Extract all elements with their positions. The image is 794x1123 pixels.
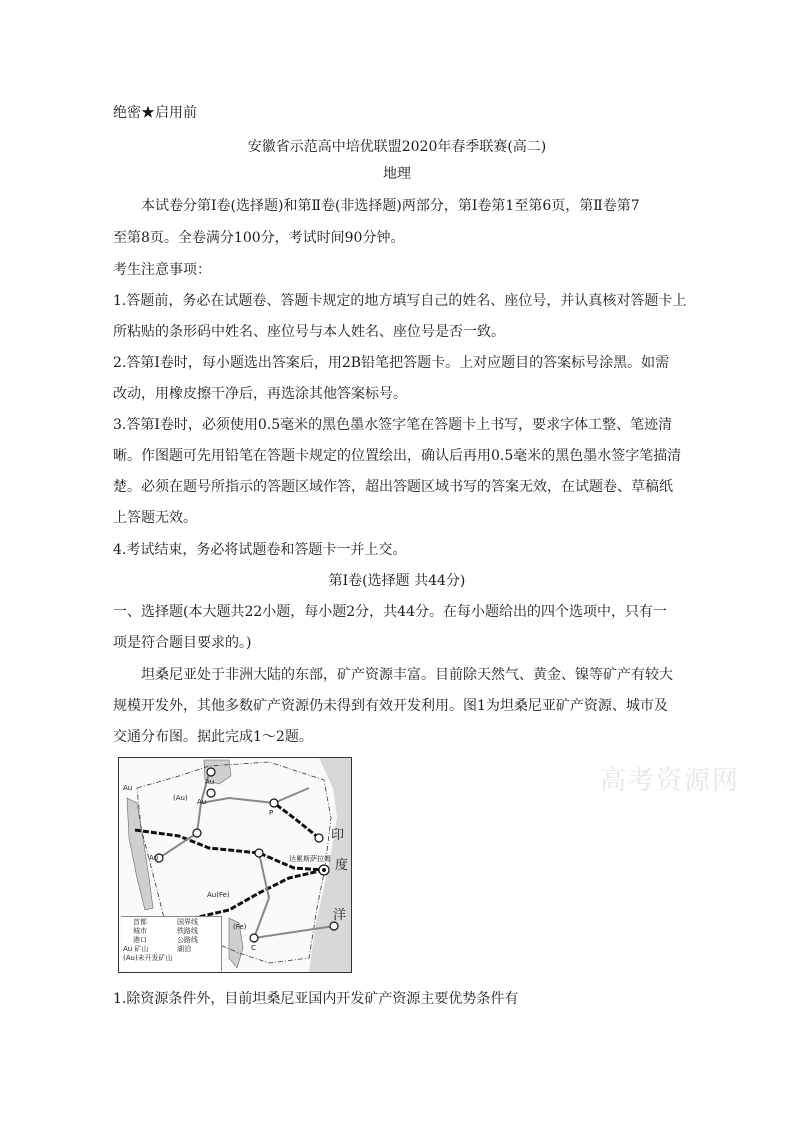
notice-heading: 考生注意事项：	[113, 262, 211, 278]
exam-title: 安徽省示范高中培优联盟2020年春季联赛(高二)	[247, 139, 547, 155]
notice-item-2a: 2.答第Ⅰ卷时，每小题选出答案后，用2B铅笔把答题卡。上对应题目的答案标号涂黑。如需	[113, 355, 670, 371]
legend-highway: 公路线	[177, 936, 198, 944]
question-1: 1.除资源条件外，目前坦桑尼亚国内开发矿产资源主要优势条件有	[113, 991, 519, 1007]
legend-railway: 铁路线	[177, 927, 198, 935]
notice-item-3b: 晰。作图题可先用铅笔在答题卡规定的位置绘出，确认后再用0.5毫米的黑色墨水签字笔描清	[113, 448, 682, 464]
mine-label: C	[251, 944, 256, 952]
notice-item-1b: 所粘贴的条形码中姓名、座位号与本人姓名、座位号是否一致。	[113, 324, 505, 340]
legend-border: 国界线	[177, 918, 198, 926]
mine-label: P	[269, 809, 274, 817]
legend-mine: Au 矿山	[123, 945, 149, 953]
ocean-label-2: 度	[335, 858, 349, 873]
mine-label: Au(Fe)	[207, 891, 230, 899]
mine-label: Au	[197, 798, 207, 806]
section-instructions-b: 项是符合题目要求的。)	[113, 635, 252, 651]
city-marker	[207, 768, 215, 776]
notice-item-3d: 上答题无效。	[113, 510, 197, 526]
notice-item-2b: 改动，用橡皮擦干净后，再选涂其他答案标号。	[113, 386, 407, 402]
mine-label: Au	[205, 778, 215, 786]
tanzania-map	[118, 757, 352, 973]
map-legend	[121, 916, 222, 971]
mine-label: Au	[123, 784, 133, 792]
city-marker	[193, 829, 201, 837]
notice-item-3a: 3.答第Ⅰ卷时，必须使用0.5毫米的黑色墨水签字笔在答题卡上书写，要求字体工整、笔迹清	[113, 417, 673, 433]
legend-capital: 首都	[133, 918, 147, 926]
passage-line-2: 规模开发外，其他多数矿产资源仍未得到有效开发利用。图1为坦桑尼亚矿产资源、城市及	[113, 698, 668, 714]
ocean-label-1: 印	[331, 828, 345, 843]
legend-city: 城市	[133, 927, 147, 935]
city-marker	[255, 849, 263, 857]
city-marker	[315, 834, 323, 842]
notice-item-1a: 1.答题前，务必在试题卷、答题卡规定的地方填写自己的姓名、座位号，并认真核对答题卡上	[113, 293, 687, 309]
legend-undeveloped-mine: (Au)未开发矿山	[123, 954, 173, 962]
city-marker	[250, 934, 258, 942]
mine-label: (Au)	[173, 794, 188, 802]
dar-es-salaam-label: 达累斯萨拉姆	[289, 855, 331, 863]
city-marker	[330, 922, 338, 930]
city-marker	[207, 789, 215, 797]
northern-railway	[274, 803, 319, 838]
highway-north	[201, 788, 309, 803]
notice-item-3c: 楚。必须在题号所指示的答题区域作答，超出答题区域书写的答案无效，在试题卷、草稿纸	[113, 479, 673, 495]
city-marker	[270, 799, 278, 807]
legend-lake: 湖泊	[177, 945, 191, 953]
port-marker-dot	[322, 868, 326, 872]
watermark: 高考资源网	[600, 766, 741, 796]
confidential-mark: 绝密★启用前	[113, 105, 197, 121]
intro-line-2: 至第8页。全卷满分100分，考试时间90分钟。	[113, 230, 405, 246]
intro-line-1: 本试卷分第Ⅰ卷(选择题)和第Ⅱ卷(非选择题)两部分，第Ⅰ卷第1至第6页，第Ⅱ卷第7	[141, 198, 640, 214]
legend-port: 港口	[133, 936, 147, 944]
central-railway	[135, 830, 324, 870]
mine-label: (Fe)	[233, 923, 247, 931]
passage-line-3: 交通分布图。据此完成1～2题。	[113, 729, 313, 745]
ocean-label-3: 洋	[333, 908, 347, 923]
section-instructions-a: 一、选择题(本大题共22小题，每小题2分，共44分。在每小题给出的四个选项中，只有一	[113, 604, 667, 620]
subject-title: 地理	[383, 166, 411, 182]
notice-item-4: 4.考试结束，务必将试题卷和答题卡一并上交。	[113, 542, 407, 558]
section-title: 第Ⅰ卷(选择题 共44分)	[328, 573, 466, 589]
passage-line-1: 坦桑尼亚处于非洲大陆的东部，矿产资源丰富。目前除天然气、黄金、镍等矿产有较大	[141, 667, 673, 683]
mine-label: Au	[149, 854, 159, 862]
